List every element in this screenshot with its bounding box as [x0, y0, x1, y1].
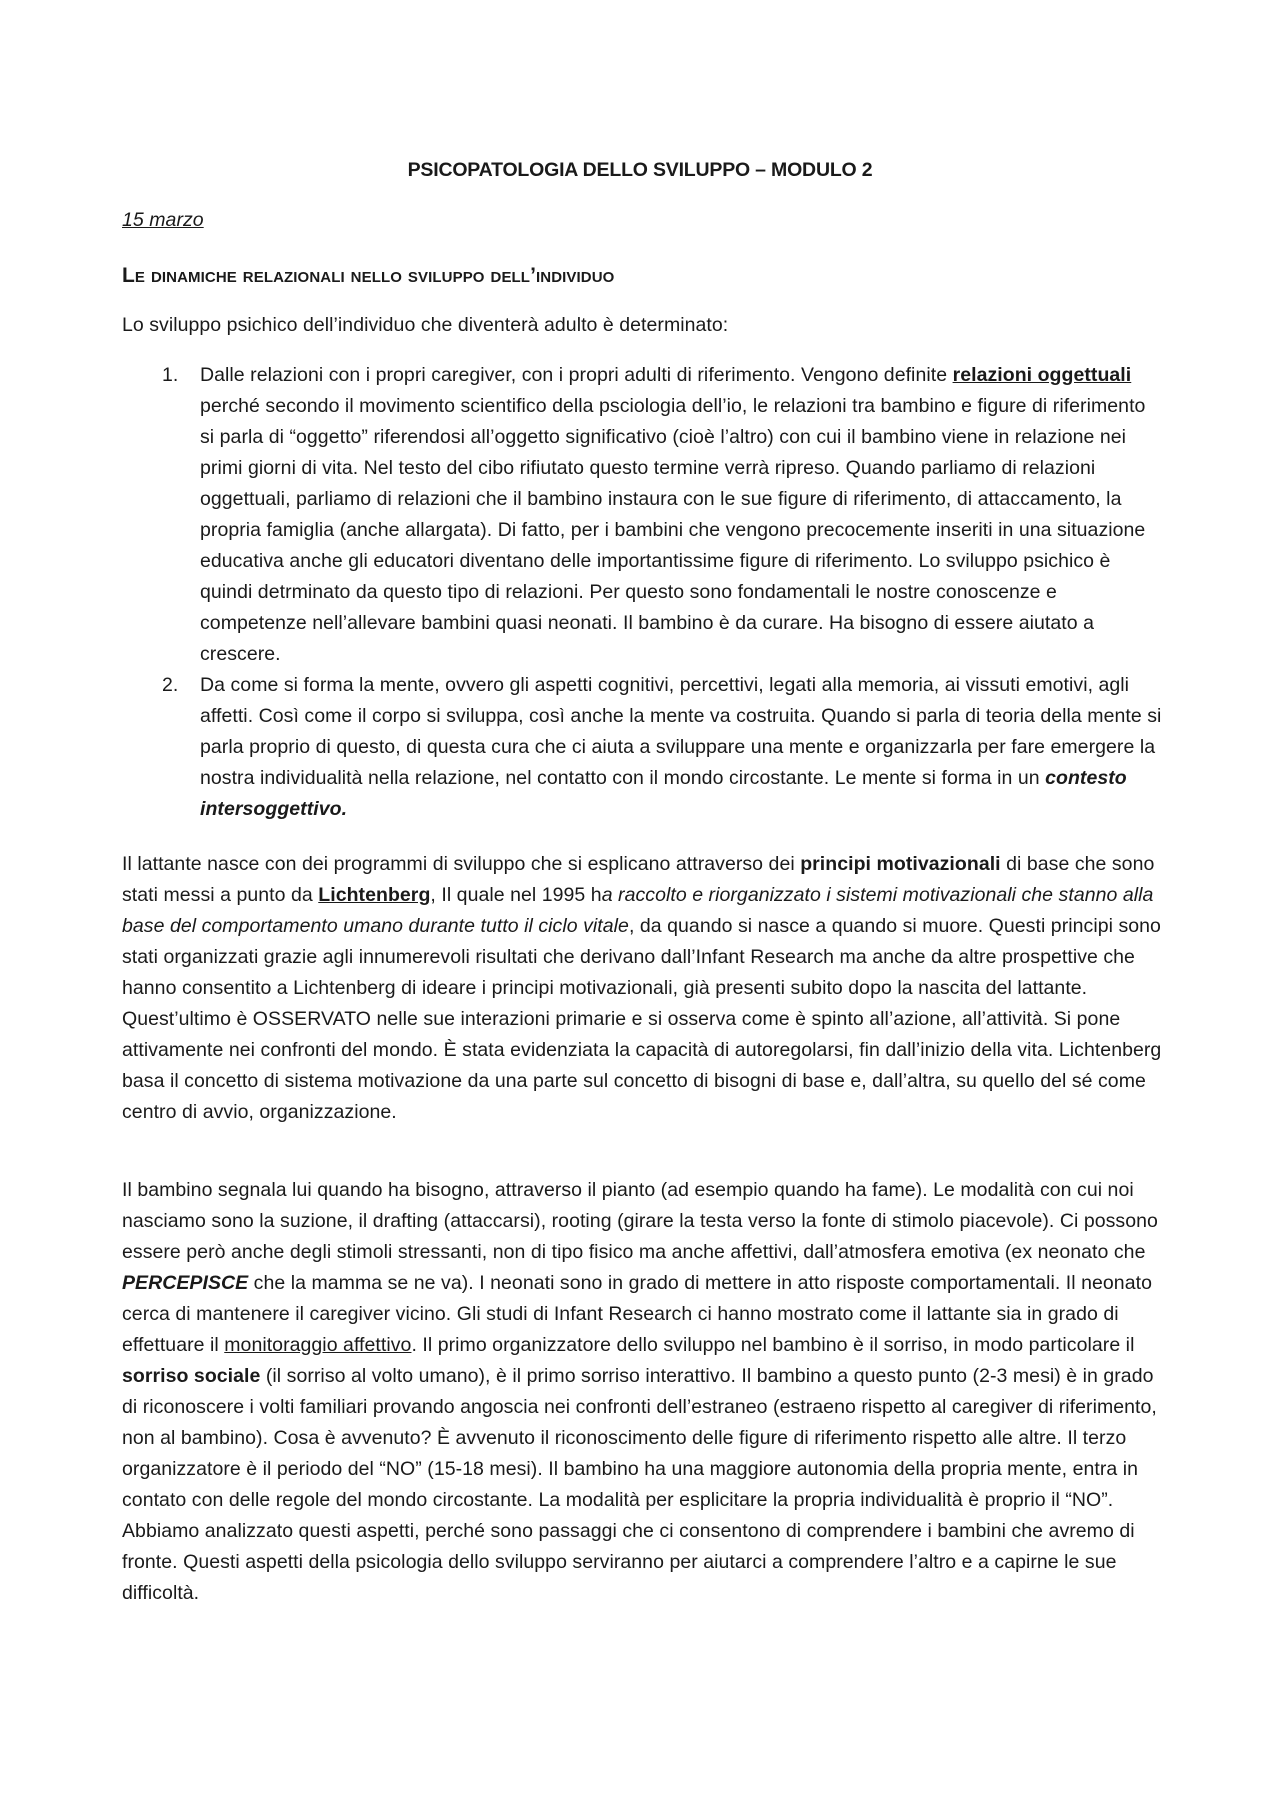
- bold-term: Lichtenberg: [318, 884, 431, 906]
- paragraph-text: , Il quale nel 1995 h: [430, 884, 602, 906]
- bold-italic-term: contesto intersoggettivo.: [200, 767, 1127, 820]
- bold-term: principi motivazionali: [800, 853, 1001, 875]
- bold-italic-term: PERCEPISCE: [122, 1272, 249, 1294]
- paragraph-text: Il lattante nasce con dei programmi di sviluppo che si esplicano attraverso dei: [122, 853, 801, 875]
- bold-term: relazioni oggettuali: [952, 364, 1132, 386]
- paragraph-text: Il bambino segnala lui quando ha bisogno, attraverso il pianto (ad esempio quando ha fame). Le modalità con cui noi nasciamo sono la suzione, il drafting (attaccarsi), rooting (girare la testa verso la fonte di stimolo piacevole). Ci possono essere però anche degli stimoli stressanti, non di tipo fisico ma anche affettivi, dall’atmosfera emotiva (ex neonato che: [122, 1179, 1158, 1263]
- paragraph-text: di base che sono stati messi a punto da: [122, 853, 1155, 906]
- list-text: perché secondo il movimento scientifico della psciologia dell’io, le relazioni tra bambino e figure di riferimento si parla di “oggetto” riferendosi all’oggetto significativo (cioè l’altro) con cui il bambino viene in relazione nei primi giorni di vita. Nel testo del cibo rifiutato questo termine verrà ripreso. Quando parliamo di relazioni oggettuali, parliamo di relazioni che il bambino instaura con le sue figure di riferimento, di attaccamento, la propria famiglia (anche allargata). Di fatto, per i bambini che vengono precocemente inseriti in una situazione educativa anche gli educatori diventano delle importantissime figure di riferimento. Lo sviluppo psichico è quindi detrminato da questo tipo di relazioni. Per questo sono fondamentali le nostre conoscenze e competenze nell’allevare bambini quasi neonati. Il bambino è da curare. Ha bisogno di essere aiutato a crescere.: [200, 395, 1146, 665]
- italic-phrase: a raccolto e riorganizzato i sistemi motivazionali che stanno alla base del comportamento umano durante tutto il ciclo vitale: [122, 884, 1154, 937]
- paragraph-text: che la mamma se ne va). I neonati sono in grado di mettere in atto risposte comportamentali. Il neonato cerca di mantenere il caregiver vicino. Gli studi di Infant Research ci hanno mostrato come il lattante sia in grado di effettuare il: [122, 1272, 1152, 1356]
- bold-term: sorriso sociale: [122, 1365, 261, 1387]
- section-heading: Le dinamiche relazionali nello sviluppo dell’individuo: [122, 264, 615, 287]
- paragraph-organizers: [122, 1175, 1162, 1609]
- underlined-term: monitoraggio affettivo: [224, 1334, 412, 1356]
- paragraph-text: . Il primo organizzatore dello sviluppo nel bambino è il sorriso, in modo particolare il: [411, 1334, 1135, 1356]
- paragraph-lichtenberg: [122, 849, 1162, 1128]
- list-text: Dalle relazioni con i propri caregiver, con i propri adulti di riferimento. Vengono definite: [200, 364, 953, 386]
- numbered-list: [122, 360, 1162, 825]
- intro-sentence: Lo sviluppo psichico dell’individuo che diventerà adulto è determinato:: [122, 314, 729, 336]
- paragraph-text: (il sorriso al volto umano), è il primo sorriso interattivo. Il bambino a questo punto (2-3 mesi) è in grado di riconoscere i volti familiari provando angoscia nei confronti dell’estraneo (estraeno rispetto al caregiver di riferimento, non al bambino). Cosa è avvenuto? È avvenuto il riconoscimento delle figure di riferimento rispetto alle altre. Il terzo organizzatore è il periodo del “NO” (15-18 mesi). Il bambino ha una maggiore autonomia della propria mente, entra in contato con delle regole del mondo circostante. La modalità per esplicitare la propria individualità è proprio il “NO”. Abbiamo analizzato questi aspetti, perché sono passaggi che ci consentono di comprendere i bambini che avremo di fronte. Questi aspetti della psicologia dello sviluppo serviranno per aiutarci a comprendere l’altro e a capirne le sue difficoltà.: [122, 1365, 1157, 1604]
- lecture-date: 15 marzo: [122, 209, 204, 231]
- document-title: PSICOPATOLOGIA DELLO SVILUPPO – MODULO 2: [407, 159, 873, 181]
- list-item: [122, 360, 1162, 670]
- list-item: [122, 670, 1162, 825]
- list-number: 1.: [162, 364, 179, 386]
- paragraph-text: , da quando si nasce a quando si muore. Questi principi sono stati organizzati grazie agli innumerevoli risultati che derivano dall’Infant Research ma anche da altre prospettive che hanno consentito a Lichtenberg di ideare i principi motivazionali, già presenti subito dopo la nascita del lattante. Quest’ultimo è OSSERVATO nelle sue interazioni primarie e si osserva come è spinto all’azione, all’attività. Si pone attivamente nei confronti del mondo. È stata evidenziata la capacità di autoregolarsi, fin dall’inizio della vita. Lichtenberg basa il concetto di sistema motivazione da una parte sul concetto di bisogni di base e, dall’altra, su quello del sé come centro di avvio, organizzazione.: [122, 915, 1162, 1123]
- list-number: 2.: [162, 674, 179, 696]
- list-text: Da come si forma la mente, ovvero gli aspetti cognitivi, percettivi, legati alla memoria, ai vissuti emotivi, agli affetti. Così come il corpo si sviluppa, così anche la mente va costruita. Quando si parla di teoria della mente si parla proprio di questo, di questa cura che ci aiuta a sviluppare una mente e organizzarla per fare emergere la nostra individualità nella relazione, nel contatto con il mondo circostante. Le mente si forma in un: [200, 674, 1162, 789]
